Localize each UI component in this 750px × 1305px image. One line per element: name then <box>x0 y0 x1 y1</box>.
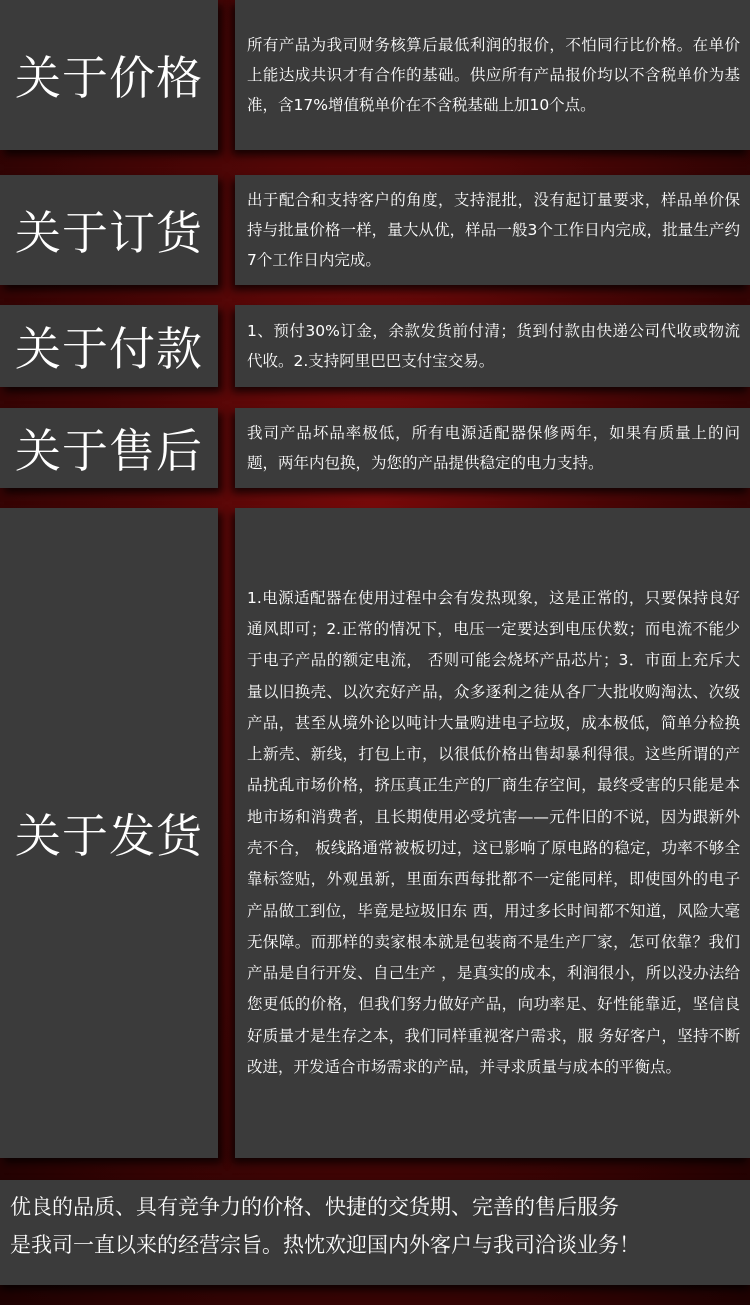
section-shipping-text: 1.电源适配器在使用过程中会有发热现象，这是正常的，只要保持良好通风即可；2.正常的情况下，电压一定要达到电压伏数；而电流不能少于电子产品的额定电流， 否则可能会烧坏产品芯片；3．市面上充斥大量以旧换壳、以次充好产品，众多逐利之徒从各厂大批收购淘汰、次级产品，甚至从境外论以吨计大量购进电子垃圾，成本极低，简单分检换上新壳、新线，打包上市，以很低价格出售却暴利得很。这些所谓的产品扰乱市场价格，挤压真正生产的厂商生存空间，最终受害的只能是本地市场和消费者，且长期使用必受坑害——元件旧的不说，因为跟新外壳不合， 板线路通常被板切过，这已影响了原电路的稳定，功率不够全靠标签贴，外观虽新，里面东西每批都不一定能同样，即使国外的电子产品做工到位，毕竟是垃圾旧东 西，用过多长时间都不知道，风险大毫无保障。而那样的卖家根本就是包装商不是生产厂家，怎可依靠？我们产品是自行开发、自己生产 ，是真实的成本，利润很小，所以没办法给您更低的价格，但我们努力做好产品，向功率足、好性能靠近，坚信良好质量才是生存之本，我们同样重视客户需求，服 务好客户，坚持不断改进，开发适合市场需求的产品，并寻求质量与成本的平衡点。 <box>247 588 740 1077</box>
section-ordering-text: 出于配合和支持客户的角度，支持混批，没有起订量要求，样品单价保持与批量价格一样，量大从优，样品一般3个工作日内完成，批量生产约7个工作日内完成。 <box>247 191 740 269</box>
section-after-sales-label-box <box>0 408 218 488</box>
section-payment <box>0 305 750 387</box>
section-payment-label-box <box>0 305 218 387</box>
section-ordering-title: 关于订货 <box>15 206 203 260</box>
section-shipping <box>0 508 750 1158</box>
section-payment-text-box <box>235 305 750 387</box>
section-ordering <box>0 175 750 285</box>
footer-slogan <box>0 1180 750 1285</box>
footer-slogan-line-1: 优良的品质、具有竞争力的价格、快捷的交货期、完善的售后服务 <box>10 1195 619 1219</box>
section-after-sales-title: 关于售后 <box>15 424 203 478</box>
footer-slogan-line-2: 是我司一直以来的经营宗旨。热忱欢迎国内外客户与我司洽谈业务！ <box>10 1233 640 1257</box>
section-ordering-text-box <box>235 175 750 285</box>
section-price-text-box <box>235 0 750 150</box>
section-after-sales-text: 我司产品坏品率极低，所有电源适配器保修两年，如果有质量上的问题，两年内包换，为您的产品提供稳定的电力支持。 <box>247 424 740 472</box>
section-payment-title: 关于付款 <box>15 322 203 376</box>
section-shipping-label-box <box>0 508 218 1158</box>
section-payment-text: 1、预付30%订金，余款发货前付清；货到付款由快递公司代收或物流代收。2.支持阿里巴巴支付宝交易。 <box>247 322 740 370</box>
section-price-label-box <box>0 0 218 150</box>
section-ordering-label-box <box>0 175 218 285</box>
section-price-title: 关于价格 <box>15 51 203 105</box>
section-after-sales-text-box <box>235 408 750 488</box>
section-after-sales <box>0 408 750 488</box>
section-price <box>0 0 750 150</box>
section-price-text: 所有产品为我司财务核算后最低利润的报价，不怕同行比价格。在单价上能达成共识才有合作的基础。供应所有产品报价均以不含税单价为基准，含17%增值税单价在不含税基础上加10个点。 <box>247 36 740 114</box>
section-shipping-title: 关于发货 <box>15 809 203 863</box>
section-shipping-text-box <box>235 508 750 1158</box>
